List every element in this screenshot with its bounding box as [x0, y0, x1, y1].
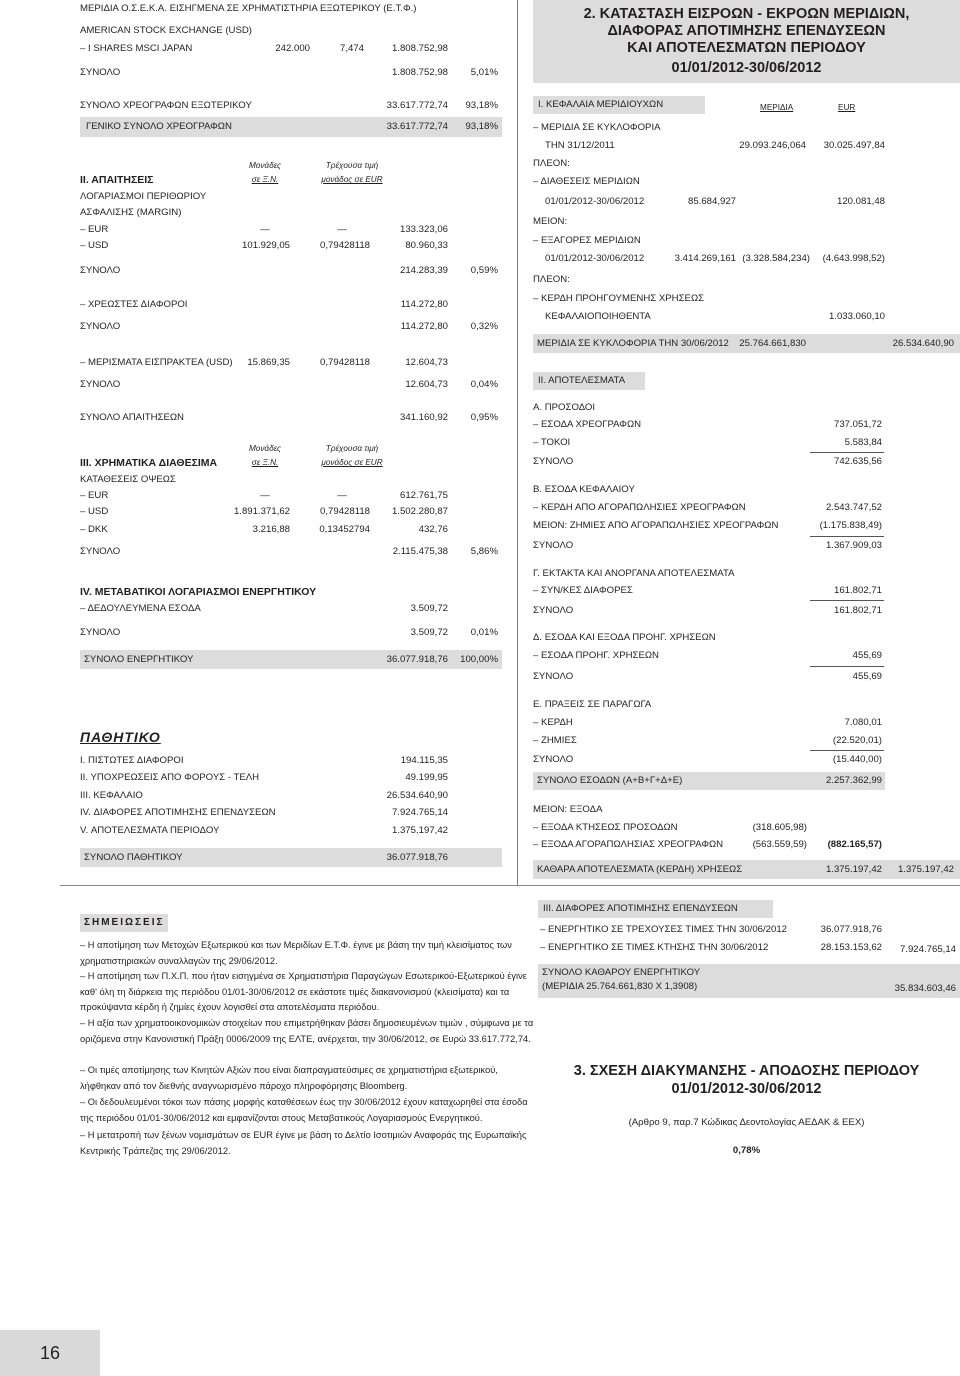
- diafores-r2-label: – ΕΝΕΡΓΗΤΙΚΟ ΣΕ ΤΙΜΕΣ ΚΤΗΣΗΣ ΤΗΝ 30/06/2012: [540, 942, 769, 953]
- kef-exagores-meridia: 3.414.269,161: [674, 253, 736, 264]
- ap-eur-label: – EUR: [80, 224, 109, 235]
- metavatikoi-synolo-pct: 0,01%: [470, 627, 498, 638]
- apot-g-title: Γ. ΕΚΤΑΚΤΑ ΚΑΙ ΑΝΟΡΓΑΝΑ ΑΠΟΤΕΛΕΣΜΑΤΑ: [533, 568, 735, 579]
- path-item-2-value: 49.199,95: [405, 772, 448, 783]
- apot-e1-value: 7.080,01: [844, 717, 882, 728]
- kathara-label: ΚΑΘΑΡΑ ΑΠΟΤΕΛΕΣΜΑΤΑ (ΚΕΡΔΗ) ΧΡΗΣΕΩΣ: [537, 864, 743, 875]
- apot-e1-label: – ΚΕΡΔΗ: [533, 717, 573, 728]
- synolo-xreografon-label: ΣΥΝΟΛΟ ΧΡΕΟΓΡΑΦΩΝ ΕΞΩΤΕΡΙΚΟΥ: [80, 100, 252, 111]
- section3-title-2: 01/01/2012-30/06/2012: [671, 1081, 822, 1097]
- energitiko-label: ΣΥΝΟΛΟ ΕΝΕΡΓΗΤΙΚΟΥ: [84, 654, 194, 665]
- di-usd-value: 1.502.280,87: [391, 506, 448, 517]
- diathesima-sub: ΚΑΤΑΘΕΣΕΙΣ ΟΨΕΩΣ: [80, 474, 176, 485]
- apot-g-sum-label: ΣΥΝΟΛΟ: [533, 605, 574, 616]
- di-eur-price: —: [337, 490, 347, 501]
- esoda-total-label: ΣΥΝΟΛΟ ΕΣΟΔΩΝ (Α+Β+Γ+Δ+Ε): [537, 775, 683, 786]
- apot-e-title: Ε. ΠΡΑΞΕΙΣ ΣΕ ΠΑΡΑΓΩΓΑ: [533, 699, 652, 710]
- apot-b-sum-label: ΣΥΝΟΛΟ: [533, 540, 574, 551]
- synolo-apaitiseon-value: 341.160,92: [399, 412, 448, 423]
- kef-kerdi2-eur: 1.033.060,10: [828, 311, 885, 322]
- col-price-h2: μονάδος σε EUR: [321, 175, 383, 184]
- ap-synolo1-label: ΣΥΝΟΛΟ: [80, 265, 121, 276]
- kefalaia-title: Ι. ΚΕΦΑΛΑΙΑ ΜΕΡΙΔΙΟΥΧΩΝ: [538, 99, 664, 110]
- apot-e-sum-value: (15.440,00): [832, 754, 882, 765]
- kef-exagores: – ΕΞΑΓΟΡΕΣ ΜΕΡΙΔΙΩΝ: [533, 235, 641, 246]
- ishares-price: 7,474: [339, 43, 364, 54]
- ap-synolo2-pct: 0,32%: [470, 321, 498, 332]
- kef-l2-eur: 30.025.497,84: [823, 140, 885, 151]
- diafores-title: ΙΙΙ. ΔΙΑΦΟΡΕΣ ΑΠΟΤΙΜΗΣΗΣ ΕΠΕΝΔΥΣΕΩΝ: [543, 903, 738, 914]
- metavatikoi-synolo-label: ΣΥΝΟΛΟ: [80, 627, 121, 638]
- kef-l2-meridia: 29.093.246,064: [739, 140, 806, 151]
- ap-usd-value: 80.960,33: [405, 240, 448, 251]
- xreostes-value: 114.272,80: [400, 299, 448, 310]
- apaitiseis-sub2: ΑΣΦΑΛΙΣΗΣ (MARGIN): [80, 207, 182, 218]
- ap-synolo2-label: ΣΥΝΟΛΟ: [80, 321, 121, 332]
- pathitiko-title: ΠΑΘΗΤΙΚΟ: [80, 729, 161, 745]
- diafores-r1-label: – ΕΝΕΡΓΗΤΙΚΟ ΣΕ ΤΡΕΧΟΥΣΕΣ ΤΙΜΕΣ ΤΗΝ 30/06/2012: [540, 924, 788, 935]
- energitiko-value: 36.077.918,76: [386, 654, 448, 665]
- path-item-3-label: ΙΙΙ. ΚΕΦΑΛΑΙΟ: [80, 790, 143, 801]
- ap-eur-value: 133.323,06: [399, 224, 448, 235]
- metavatikoi-item-value: 3.509,72: [410, 603, 448, 614]
- apot-d1-label: – ΕΣΟΔΑ ΠΡΟΗΓ. ΧΡΗΣΕΩΝ: [533, 650, 659, 661]
- note-4: – Οι τιμές αποτίμησης των Κινητών Αξιών που είναι διαπραγματεύσιμες σε χρηματιστήρια εξωτερικού, λήφθηκαν από τον διεθνής αναγνωρισμένο πάροχο πληροφόρησης Bloomberg.: [80, 1065, 498, 1091]
- exoda-x2-value: (563.559,59): [752, 839, 807, 850]
- apot-a-title: Α. ΠΡΟΣΟΔΟΙ: [533, 402, 596, 413]
- synolo-value: 1.808.752,98: [391, 67, 448, 78]
- di-eur-value: 612.761,75: [399, 490, 448, 501]
- b-sum-line: [810, 536, 884, 537]
- pathitiko-synolo-label: ΣΥΝΟΛΟ ΠΑΘΗΤΙΚΟΥ: [84, 852, 183, 863]
- kathar-line1: ΣΥΝΟΛΟ ΚΑΘΑΡΟΥ ΕΝΕΡΓΗΤΙΚΟΥ: [542, 967, 701, 978]
- di-synolo-label: ΣΥΝΟΛΟ: [80, 546, 121, 557]
- apot-a1-label: – ΕΣΟΔΑ ΧΡΕΟΓΡΑΦΩΝ: [533, 419, 642, 430]
- apot-b-title: Β. ΕΣΟΔΑ ΚΕΦΑΛΑΙΟΥ: [533, 484, 635, 495]
- col-meridia: ΜΕΡΙΔΙΑ: [760, 103, 794, 112]
- col-units-h2: σε Ξ.Ν.: [251, 175, 279, 184]
- path-item-2-label: ΙΙ. ΥΠΟΧΡΕΩΣΕΙΣ ΑΠΟ ΦΟΡΟΥΣ - ΤΕΛΗ: [80, 772, 260, 783]
- ap-usd-label: – USD: [80, 240, 109, 251]
- kathara-value2: 1.375.197,42: [897, 864, 954, 875]
- metavatikoi-title: IV. ΜΕΤΑΒΑΤΙΚΟΙ ΛΟΓΑΡΙΑΣΜΟΙ ΕΝΕΡΓΗΤΙΚΟΥ: [80, 586, 317, 598]
- ap-synolo3-value: 12.604,73: [405, 379, 448, 390]
- kef-kerdi1: – ΚΕΡΔΗ ΠΡΟΗΓΟΥΜΕΝΗΣ ΧΡΗΣΕΩΣ: [533, 293, 705, 304]
- section2-title-2: ΔΙΑΦΟΡΑΣ ΑΠΟΤΙΜΗΣΗΣ ΕΠΕΝΔΥΣΕΩΝ: [607, 23, 886, 39]
- metavatikoi-synolo-value: 3.509,72: [410, 627, 448, 638]
- g-sum-line: [810, 600, 884, 601]
- apot-b2-label: ΜΕΙΟΝ: ΖΗΜΙΕΣ ΑΠΟ ΑΓΟΡΑΠΩΛΗΣΙΕΣ ΧΡΕΟΓΡΑΦΩΝ: [533, 520, 779, 531]
- pathitiko-synolo-value: 36.077.918,76: [386, 852, 448, 863]
- apot-e2-label: – ΖΗΜΙΕΣ: [533, 735, 577, 746]
- kef-total-eur: 26.534.640,90: [892, 338, 954, 349]
- kef-diatheseis-meridia: 85.684,927: [687, 196, 736, 207]
- synolo-apaitiseon-label: ΣΥΝΟΛΟ ΑΠΑΙΤΗΣΕΩΝ: [80, 412, 184, 423]
- apaitiseis-title: ΙΙ. ΑΠΑΙΤΗΣΕΙΣ: [80, 174, 154, 186]
- apot-d1-value: 455,69: [852, 650, 882, 661]
- section2-title-4: 01/01/2012-30/06/2012: [671, 60, 822, 76]
- energitiko-pct: 100,00%: [460, 654, 498, 665]
- note-3: – Η αξία των χρηματοοικονομικών στοιχείων που επιμετρήθηκαν βάσει δημοσιευμένων τιμών , σύμφωνα με τα οριζόμενα στην Κανονιστική Πράξη 0006/2009 της ΕΛΤΕ, ανέρχεται, την 30/06/2012, σε Ευρώ 33.617.772,74.: [80, 1018, 534, 1044]
- apot-g1-label: – ΣΥΝ/ΚΕΣ ΔΙΑΦΟΡΕΣ: [533, 585, 633, 596]
- di-usd-units: 1.891.371,62: [233, 506, 290, 517]
- ap-synolo3-label: ΣΥΝΟΛΟ: [80, 379, 121, 390]
- apot-d-sum-value: 455,69: [852, 671, 882, 682]
- exoda-x2-label: – ΕΞΟΔΑ ΑΓΟΡΑΠΩΛΗΣΙΑΣ ΧΡΕΟΓΡΑΦΩΝ: [533, 839, 724, 850]
- notes-title: ΣΗΜΕΙΩΣΕΙΣ: [84, 917, 165, 928]
- section3-title-1: 3. ΣΧΕΣΗ ΔΙΑΚΥΜΑΝΣΗΣ - ΑΠΟΔΟΣΗΣ ΠΕΡΙΟΔΟΥ: [573, 1063, 920, 1079]
- apaitiseis-sub1: ΛΟΓΑΡΙΑΣΜΟΙ ΠΕΡΙΘΩΡΙΟΥ: [80, 191, 207, 202]
- kathara-value: 1.375.197,42: [825, 864, 882, 875]
- metavatikoi-item-label: – ΔΕΔΟΥΛΕΥΜΕΝΑ ΕΣΟΔΑ: [80, 603, 201, 614]
- a-sum-line: [810, 452, 884, 453]
- di-usd-price: 0,79428118: [320, 506, 370, 517]
- ap-eur-price: —: [337, 224, 347, 235]
- diafores-r2-value: 28.153.153,62: [820, 942, 882, 953]
- kef-total-label: ΜΕΡΙΔΙΑ ΣΕ ΚΥΚΛΟΦΟΡΙΑ ΤΗΝ 30/06/2012: [537, 338, 729, 349]
- col-units-h1b: Μονάδες: [248, 444, 282, 453]
- kef-l2-label: ΤΗΝ 31/12/2011: [545, 140, 615, 151]
- col-price-h1: Τρέχουσα τιμή: [325, 161, 379, 170]
- kef-kerdi2-label: ΚΕΦΑΛΑΙΟΠΟΙΗΘΕΝΤΑ: [545, 311, 651, 322]
- apot-a-sum-label: ΣΥΝΟΛΟ: [533, 456, 574, 467]
- exoda-x1-label: – ΕΞΟΔΑ ΚΤΗΣΕΩΣ ΠΡΟΣΟΔΩΝ: [533, 822, 678, 833]
- col-units-h1: Μονάδες: [248, 161, 282, 170]
- geniko-pct: 93,18%: [465, 121, 498, 132]
- apot-a2-label: – ΤΟΚΟΙ: [533, 437, 571, 448]
- col-price-h1b: Τρέχουσα τιμή: [325, 444, 379, 453]
- ap-usd-units: 101.929,05: [241, 240, 290, 251]
- merismata-units: 15.869,35: [247, 357, 290, 368]
- apot-a2-value: 5.583,84: [844, 437, 882, 448]
- geniko-value: 33.617.772,74: [386, 121, 448, 132]
- kef-exagores-m2: (3.328.584,234): [742, 253, 810, 264]
- apot-d-title: Δ. ΕΣΟΔΑ ΚΑΙ ΕΞΟΔΑ ΠΡΟΗΓ. ΧΡΗΣΕΩΝ: [533, 632, 716, 643]
- col-eur: EUR: [838, 103, 856, 112]
- path-item-4-label: IV. ΔΙΑΦΟΡΕΣ ΑΠΟΤΙΜΗΣΗΣ ΕΠΕΝΔΥΣΕΩΝ: [80, 807, 276, 818]
- path-item-1-value: 194.115,35: [400, 755, 448, 766]
- diafores-r1-value: 36.077.918,76: [820, 924, 882, 935]
- page-number: 16: [0, 1330, 100, 1376]
- ishares-label: – I SHARES MSCI JAPAN: [80, 43, 193, 54]
- ishares-value: 1.808.752,98: [391, 43, 448, 54]
- apot-e2-value: (22.520,01): [832, 735, 882, 746]
- synolo-label: ΣΥΝΟΛΟ: [80, 67, 121, 78]
- kef-l1: – ΜΕΡΙΔΙΑ ΣΕ ΚΥΚΛΟΦΟΡΙΑ: [533, 122, 661, 133]
- ap-synolo2-value: 114.272,80: [400, 321, 448, 332]
- synolo-apaitiseon-pct: 0,95%: [470, 412, 498, 423]
- ishares-units: 242.000: [275, 43, 310, 54]
- synolo-xreografon-value: 33.617.772,74: [386, 100, 448, 111]
- kathar-line2: (ΜΕΡΙΔΙΑ 25.764.661,830 Χ 1,3908): [542, 981, 698, 992]
- note-2: – Η αποτίμηση των Π.Χ.Π. που ήταν εισηγμένα σε Χρηματιστήρια Παραγώγων Εσωτερικού-Εξωτερικού έγινε καθ' όλη τη διάρκεια της περιόδου 01/01-30/06/2012 σε εκάστοτε τιμές διακανονισμού (κλεισίματα) και τα προκύψαντα κέρδη ή ζημίες έχουν λογισθεί στα αποτελέσματα περιόδου.: [80, 971, 527, 1012]
- apot-e-sum-label: ΣΥΝΟΛΟ: [533, 754, 574, 765]
- merismata-label: – ΜΕΡΙΣΜΑΤΑ ΕΙΣΠΡΑΚΤΕΑ (USD): [80, 357, 233, 368]
- apot-title: ΙΙ. ΑΠΟΤΕΛΕΣΜΑΤΑ: [538, 375, 626, 386]
- synolo-xreografon-pct: 93,18%: [465, 100, 498, 111]
- heading-amex: AMERICAN STOCK EXCHANGE (USD): [80, 25, 252, 36]
- apot-b-sum-value: 1.367.909,03: [825, 540, 882, 551]
- diafores-diff: 7.924.765,14: [899, 944, 956, 955]
- esoda-total-value: 2.257.362,99: [825, 775, 882, 786]
- col-price-h2b: μονάδος σε EUR: [321, 458, 383, 467]
- section-divider: [60, 885, 960, 886]
- ap-synolo1-pct: 0,59%: [470, 265, 498, 276]
- path-item-4-value: 7.924.765,14: [391, 807, 448, 818]
- ap-eur-units: —: [260, 224, 270, 235]
- exoda-x1-value: (318.605,98): [752, 822, 807, 833]
- section2-title-3: ΚΑΙ ΑΠΟΤΕΛΕΣΜΑΤΩΝ ΠΕΡΙΟΔΟΥ: [627, 40, 866, 56]
- apot-d-sum-label: ΣΥΝΟΛΟ: [533, 671, 574, 682]
- di-synolo-value: 2.115.475,38: [392, 546, 448, 557]
- section2-title-1: 2. ΚΑΤΑΣΤΑΣΗ ΕΙΣΡΟΩΝ - ΕΚΡΟΩΝ ΜΕΡΙΔΙΩΝ,: [583, 6, 910, 22]
- kef-diatheseis-date: 01/01/2012-30/06/2012: [545, 196, 645, 207]
- apot-b1-label: – ΚΕΡΔΗ ΑΠΟ ΑΓΟΡΑΠΩΛΗΣΙΕΣ ΧΡΕΟΓΡΑΦΩΝ: [533, 502, 746, 513]
- merismata-value: 12.604,73: [405, 357, 448, 368]
- exoda-sum-value: (882.165,57): [827, 839, 882, 850]
- section3-value: 0,78%: [732, 1145, 761, 1156]
- geniko-label: ΓΕΝΙΚΟ ΣΥΝΟΛΟ ΧΡΕΟΓΡΑΦΩΝ: [86, 121, 232, 132]
- ap-synolo1-value: 214.283,39: [399, 265, 448, 276]
- diathesima-title: ΙΙΙ. ΧΡΗΜΑΤΙΚΑ ΔΙΑΘΕΣΙΜΑ: [80, 457, 218, 469]
- kef-exagores-date: 01/01/2012-30/06/2012: [545, 253, 645, 264]
- di-eur-label: – EUR: [80, 490, 109, 501]
- di-synolo-pct: 5,86%: [470, 546, 498, 557]
- synolo-pct: 5,01%: [470, 67, 498, 78]
- di-eur-units: —: [260, 490, 270, 501]
- di-dkk-value: 432,76: [418, 524, 448, 535]
- kathar-value: 35.834.603,46: [894, 983, 956, 994]
- path-item-3-value: 26.534.640,90: [386, 790, 448, 801]
- kef-meion: ΜΕΙΟΝ:: [533, 216, 568, 227]
- e-sum-line: [810, 750, 884, 751]
- path-item-1-label: I. ΠΙΣΤΩΤΕΣ ΔΙΑΦΟΡΟΙ: [80, 755, 184, 766]
- path-item-5-value: 1.375.197,42: [391, 825, 448, 836]
- apot-g1-value: 161.802,71: [833, 585, 882, 596]
- di-dkk-units: 3.216,88: [252, 524, 290, 535]
- kef-total-meridia: 25.764.661,830: [739, 338, 806, 349]
- path-item-5-label: V. ΑΠΟΤΕΛΕΣΜΑΤΑ ΠΕΡΙΟΔΟΥ: [80, 825, 220, 836]
- column-divider: [517, 0, 518, 885]
- apot-b1-value: 2.543.747,52: [825, 502, 882, 513]
- note-6: – Η μετατροπή των ξένων νομισμάτων σε EUR έγινε με βάση το Δελτίο Ισοτιμιών Αναφοράς της Ευρωπαϊκής Κεντρικής Τράπεζας της 29/06/2012.: [80, 1130, 527, 1156]
- ap-usd-price: 0,79428118: [320, 240, 370, 251]
- apot-b2-value: (1.175.838,49): [819, 520, 882, 531]
- col-units-h2b: σε Ξ.Ν.: [251, 458, 279, 467]
- apot-a-sum-value: 742.635,56: [833, 456, 882, 467]
- apot-g-sum-value: 161.802,71: [833, 605, 882, 616]
- di-dkk-label: – DKK: [80, 524, 108, 535]
- kef-diatheseis: – ΔΙΑΘΕΣΕΙΣ ΜΕΡΙΔΙΩΝ: [533, 176, 640, 187]
- note-1: – Η αποτίμηση των Μετοχών Εξωτερικού και των Μεριδίων Ε.Τ.Φ. έγινε με βάση την τιμή κλεισίματος των χρηματιστηριακών συναλλαγών της 29/06/2012.: [80, 940, 512, 966]
- note-5: – Οι δεδουλευμένοι τόκοι των πάσης μορφής καταθέσεων έως την 30/06/2012 έχουν καταχωρηθεί στα έσοδα της περιόδου 01/01-30/06/2012 και εμφανίζονται στους Μεταβατικούς Λογαριασμούς Ενεργητικού.: [80, 1097, 528, 1123]
- kef-pleon1: ΠΛΕΟΝ:: [533, 158, 570, 169]
- ap-synolo3-pct: 0,04%: [470, 379, 498, 390]
- di-dkk-price: 0,13452794: [319, 524, 370, 535]
- kef-pleon2: ΠΛΕΟΝ:: [533, 274, 570, 285]
- apot-a1-value: 737.051,72: [833, 419, 882, 430]
- kef-exagores-eur: (4.643.998,52): [822, 253, 885, 264]
- kef-diatheseis-eur: 120.081,48: [836, 196, 885, 207]
- xreostes-label: – ΧΡΕΩΣΤΕΣ ΔΙΑΦΟΡΟΙ: [80, 299, 188, 310]
- di-usd-label: – USD: [80, 506, 109, 517]
- d-sum-line: [810, 666, 884, 667]
- exoda-title: ΜΕΙΟΝ: ΕΞΟΔΑ: [533, 804, 603, 815]
- merismata-price: 0,79428118: [320, 357, 370, 368]
- section3-note: (Αρθρο 9, παρ.7 Κώδικας Δεοντολογίας ΑΕΔΑΚ & ΕΕΧ): [628, 1117, 865, 1128]
- heading-meridia: ΜΕΡΙΔΙΑ Ο.Σ.Ε.Κ.Α. ΕΙΣΗΓΜΕΝΑ ΣΕ ΧΡΗΜΑΤΙΣΤΗΡΙΑ ΕΞΩΤΕΡΙΚΟΥ (Ε.Τ.Φ.): [80, 3, 417, 14]
